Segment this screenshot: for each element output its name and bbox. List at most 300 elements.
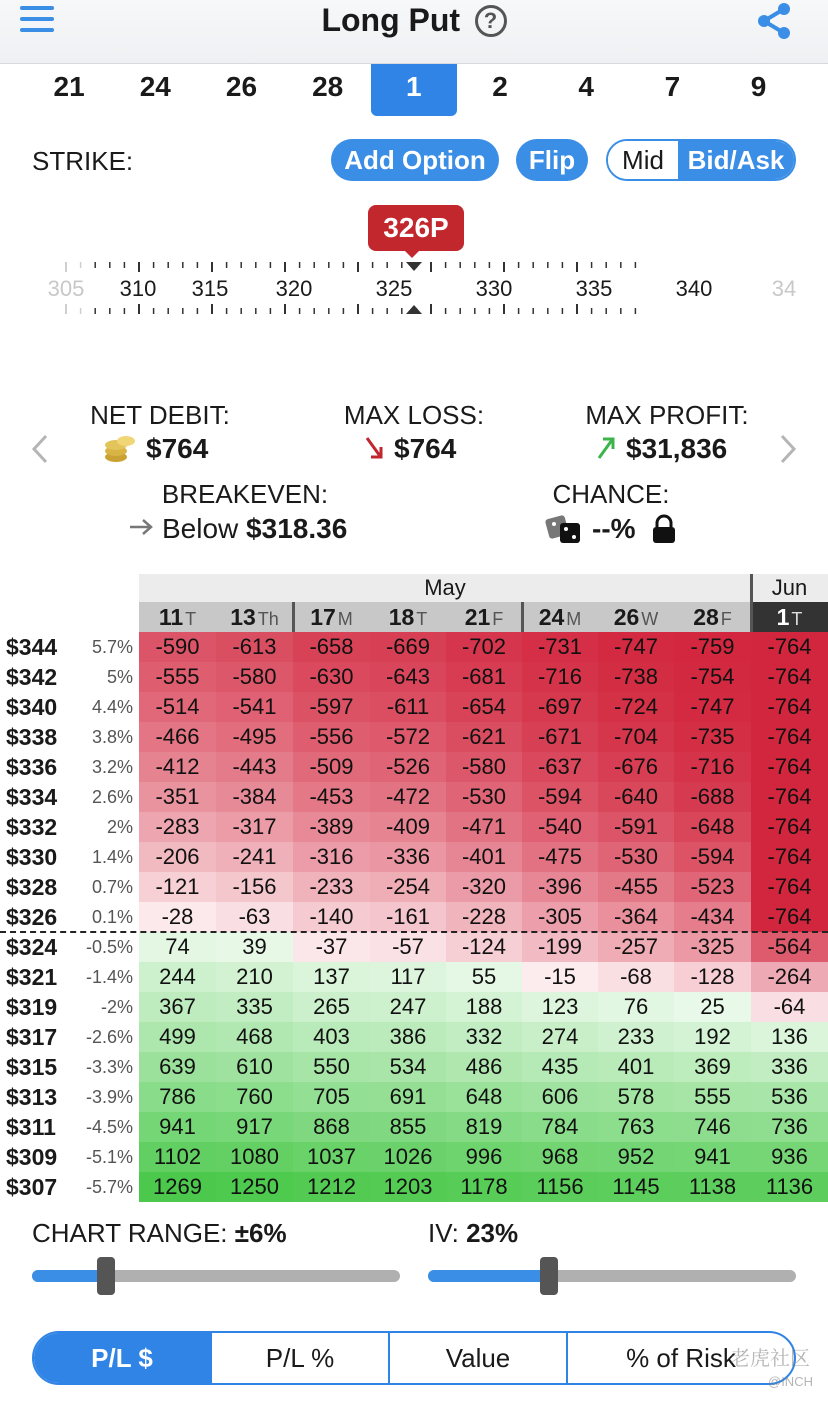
pl-cell[interactable]: -283 <box>139 812 216 842</box>
pl-cell[interactable]: -704 <box>598 722 674 752</box>
pl-cell[interactable]: -325 <box>674 932 751 962</box>
pl-cell[interactable]: 1138 <box>674 1172 751 1202</box>
pl-cell[interactable]: 1212 <box>293 1172 370 1202</box>
date-tab-21[interactable]: 21 <box>53 71 85 102</box>
pl-cell[interactable]: -764 <box>751 812 828 842</box>
row-percent: 2% <box>106 817 133 837</box>
pl-cell[interactable]: 336 <box>751 1052 828 1082</box>
pl-cell[interactable]: -654 <box>446 692 522 722</box>
row-percent: -0.5% <box>85 937 133 957</box>
row-price: $324 <box>6 934 58 960</box>
help-icon[interactable]: ? <box>475 5 507 37</box>
pl-cell[interactable]: -206 <box>139 842 216 872</box>
pl-cell[interactable]: -320 <box>446 872 522 902</box>
ruler-label: 310 <box>119 276 157 301</box>
price-row-header <box>0 1052 139 1082</box>
pl-cell[interactable]: -613 <box>216 632 293 662</box>
pl-cell[interactable]: 996 <box>446 1142 522 1172</box>
pl-cell[interactable]: -37 <box>293 932 370 962</box>
pl-cell[interactable]: -735 <box>674 722 751 752</box>
iv-label-text: IV: <box>428 1218 459 1248</box>
pl-cell[interactable]: 401 <box>598 1052 674 1082</box>
pl-cell[interactable]: 499 <box>139 1022 216 1052</box>
pl-cell[interactable]: -140 <box>293 902 370 932</box>
date-tab-4[interactable]: 4 <box>578 71 594 102</box>
pl-cell[interactable]: 435 <box>522 1052 598 1082</box>
pl-cell[interactable]: 952 <box>598 1142 674 1172</box>
pl-cell[interactable]: -384 <box>216 782 293 812</box>
share-icon[interactable] <box>756 2 792 40</box>
pl-cell[interactable]: -409 <box>370 812 446 842</box>
row-price: $342 <box>6 664 58 690</box>
pl-cell[interactable]: -681 <box>446 662 522 692</box>
row-percent: -5.1% <box>85 1147 133 1167</box>
pl-cell[interactable]: 936 <box>751 1142 828 1172</box>
pl-cell[interactable]: 74 <box>139 932 216 962</box>
arrow-up-right-icon <box>596 434 618 462</box>
pl-cell[interactable]: 1203 <box>370 1172 446 1202</box>
day-number: 24 <box>538 604 565 630</box>
pl-cell[interactable]: -724 <box>598 692 674 722</box>
pl-cell[interactable]: -590 <box>139 632 216 662</box>
price-row-header <box>0 962 139 992</box>
week-separator <box>750 574 753 632</box>
tab-p-l[interactable]: P/L % <box>210 1333 388 1383</box>
tab-p-l[interactable]: P/L $ <box>34 1333 210 1383</box>
row-price: $321 <box>6 964 58 990</box>
pl-cell[interactable]: 233 <box>598 1022 674 1052</box>
iv-label <box>428 1218 518 1249</box>
day-number: 17 <box>310 604 336 630</box>
pl-cell[interactable]: -472 <box>370 782 446 812</box>
pl-cell[interactable]: -305 <box>522 902 598 932</box>
row-price: $317 <box>6 1024 58 1050</box>
row-percent: 3.8% <box>91 727 133 747</box>
pl-cell[interactable]: -716 <box>522 662 598 692</box>
price-row-header <box>0 752 139 782</box>
day-header <box>293 602 370 632</box>
pl-cell[interactable]: 1080 <box>216 1142 293 1172</box>
day-of-week: T <box>185 609 197 629</box>
pl-cell[interactable]: -389 <box>293 812 370 842</box>
pl-cell[interactable]: -68 <box>598 962 674 992</box>
pl-cell[interactable]: -495 <box>216 722 293 752</box>
pl-cell[interactable]: 247 <box>370 992 446 1022</box>
pl-cell[interactable]: -621 <box>446 722 522 752</box>
pl-cell[interactable]: 1136 <box>751 1172 828 1202</box>
day-header <box>216 602 293 632</box>
pl-cell[interactable]: 55 <box>446 962 522 992</box>
pl-cell[interactable]: -747 <box>598 632 674 662</box>
pl-cell[interactable]: 784 <box>522 1112 598 1142</box>
row-price: $326 <box>6 904 58 930</box>
price-row-header <box>0 842 139 872</box>
page-title: Long Put <box>321 2 461 38</box>
pl-cell[interactable]: 1026 <box>370 1142 446 1172</box>
pl-cell[interactable]: 606 <box>522 1082 598 1112</box>
pl-cell[interactable]: 763 <box>598 1112 674 1142</box>
net-debit-value: $764 <box>146 433 209 464</box>
dice-icon <box>544 514 582 544</box>
date-tab-26[interactable]: 26 <box>225 71 258 102</box>
price-row-header <box>0 992 139 1022</box>
pl-cell[interactable]: -764 <box>751 662 828 692</box>
pl-cell[interactable]: 736 <box>751 1112 828 1142</box>
pl-cell[interactable]: 367 <box>139 992 216 1022</box>
pl-cell[interactable]: -15 <box>522 962 598 992</box>
day-number: 13 <box>230 604 256 630</box>
pl-cell[interactable]: 188 <box>446 992 522 1022</box>
chart-range-value: ±6% <box>234 1218 287 1248</box>
pl-cell[interactable]: -57 <box>370 932 446 962</box>
pl-cell[interactable]: 536 <box>751 1082 828 1112</box>
month-label: Jun <box>771 575 808 600</box>
pl-cell[interactable]: -564 <box>751 932 828 962</box>
row-price: $336 <box>6 754 58 780</box>
expiration-date-tabs <box>26 64 802 116</box>
pl-cell[interactable]: 369 <box>674 1052 751 1082</box>
price-row-header <box>0 722 139 752</box>
chance-value: --% <box>592 513 636 544</box>
pl-cell[interactable]: -688 <box>674 782 751 812</box>
pl-cell[interactable]: -764 <box>751 902 828 932</box>
pl-cell[interactable]: -671 <box>522 722 598 752</box>
current-price-separator <box>0 931 828 933</box>
pl-cell[interactable]: -630 <box>293 662 370 692</box>
pl-cell[interactable]: -764 <box>751 782 828 812</box>
pl-cell[interactable]: -509 <box>293 752 370 782</box>
pl-cell[interactable]: -572 <box>370 722 446 752</box>
pl-cell[interactable]: -597 <box>293 692 370 722</box>
watermark: 老虎社区 <box>730 1348 810 1370</box>
pl-cell[interactable]: 1102 <box>139 1142 216 1172</box>
pl-cell[interactable]: -514 <box>139 692 216 722</box>
pl-cell[interactable]: -233 <box>293 872 370 902</box>
flip-button[interactable]: Flip <box>516 139 588 181</box>
pl-cell[interactable]: 244 <box>139 962 216 992</box>
pl-cell[interactable]: 691 <box>370 1082 446 1112</box>
chevron-right-icon[interactable] <box>778 432 798 466</box>
day-header <box>446 602 522 632</box>
pl-cell[interactable]: -264 <box>751 962 828 992</box>
pl-cell[interactable]: 746 <box>674 1112 751 1142</box>
pl-cell[interactable]: 1156 <box>522 1172 598 1202</box>
pl-cell[interactable]: -401 <box>446 842 522 872</box>
row-percent: 1.4% <box>91 847 133 867</box>
pl-cell[interactable]: 868 <box>293 1112 370 1142</box>
pl-cell[interactable]: -475 <box>522 842 598 872</box>
pl-cell[interactable]: 917 <box>216 1112 293 1142</box>
chart-range-thumb[interactable] <box>97 1257 115 1295</box>
pl-cell[interactable]: 1037 <box>293 1142 370 1172</box>
pl-cell[interactable]: -412 <box>139 752 216 782</box>
pl-cell[interactable]: 534 <box>370 1052 446 1082</box>
title-wrap <box>0 2 828 39</box>
ruler-label: 305 <box>47 276 85 301</box>
row-percent: -3.9% <box>85 1087 133 1107</box>
pl-cell[interactable]: -580 <box>446 752 522 782</box>
pl-cell[interactable]: -257 <box>598 932 674 962</box>
day-of-week: W <box>641 609 659 629</box>
pl-cell[interactable]: -241 <box>216 842 293 872</box>
pl-cell[interactable]: 639 <box>139 1052 216 1082</box>
day-number: 26 <box>613 604 640 630</box>
pl-cell[interactable]: 274 <box>522 1022 598 1052</box>
pl-cell[interactable]: -199 <box>522 932 598 962</box>
breakeven-label: BREAKEVEN: <box>161 479 329 509</box>
week-separator <box>521 602 524 632</box>
pl-cell[interactable]: 968 <box>522 1142 598 1172</box>
date-tab-1[interactable]: 1 <box>371 64 457 116</box>
add-option-button[interactable]: Add Option <box>331 139 499 181</box>
pl-cell[interactable]: -747 <box>674 692 751 722</box>
pl-cell[interactable]: -594 <box>674 842 751 872</box>
pl-cell[interactable]: -121 <box>139 872 216 902</box>
row-price: $309 <box>6 1144 58 1170</box>
pl-cell[interactable]: 332 <box>446 1022 522 1052</box>
row-percent: 5% <box>106 667 133 687</box>
pl-cell[interactable]: -738 <box>598 662 674 692</box>
row-percent: 0.7% <box>91 877 133 897</box>
pl-cell[interactable]: -443 <box>216 752 293 782</box>
mid-option[interactable]: Mid <box>608 141 678 179</box>
pl-cell[interactable]: -611 <box>370 692 446 722</box>
chart-range-label <box>32 1218 287 1249</box>
pl-cell[interactable]: 1250 <box>216 1172 293 1202</box>
pl-cell[interactable]: -161 <box>370 902 446 932</box>
price-row-header <box>0 932 139 962</box>
pl-cell[interactable]: -336 <box>370 842 446 872</box>
day-of-week: T <box>791 609 803 629</box>
chart-range-slider[interactable] <box>32 1270 400 1282</box>
max-profit-value: $31,836 <box>626 433 728 464</box>
day-number: 11 <box>158 604 184 630</box>
pl-cell[interactable]: 39 <box>216 932 293 962</box>
pl-cell[interactable]: -466 <box>139 722 216 752</box>
week-separator <box>292 602 295 632</box>
ruler-label: 325 <box>375 276 413 301</box>
price-row-header <box>0 902 139 932</box>
pl-cell[interactable]: -128 <box>674 962 751 992</box>
row-percent: 2.6% <box>91 787 133 807</box>
pl-cell[interactable]: -658 <box>293 632 370 662</box>
strike-badge[interactable]: 326P <box>368 205 464 251</box>
pl-cell[interactable]: 265 <box>293 992 370 1022</box>
pl-cell[interactable]: 386 <box>370 1022 446 1052</box>
pl-cell[interactable]: -716 <box>674 752 751 782</box>
pl-cell[interactable]: 941 <box>674 1142 751 1172</box>
coins-icon <box>104 433 136 463</box>
pl-cell[interactable]: 192 <box>674 1022 751 1052</box>
pl-cell[interactable]: 1178 <box>446 1172 522 1202</box>
lock-icon[interactable] <box>651 514 677 544</box>
pl-cell[interactable]: -648 <box>674 812 751 842</box>
date-tab-2[interactable]: 2 <box>492 71 508 102</box>
pl-cell[interactable]: -455 <box>598 872 674 902</box>
row-percent: -5.7% <box>85 1177 133 1197</box>
pl-cell[interactable]: 468 <box>216 1022 293 1052</box>
max-profit-label: MAX PROFIT: <box>585 400 749 430</box>
strike-marker-top <box>406 262 422 271</box>
row-price: $315 <box>6 1054 58 1080</box>
pl-cell[interactable]: -64 <box>751 992 828 1022</box>
row-price: $334 <box>6 784 58 810</box>
row-price: $338 <box>6 724 58 750</box>
pl-cell[interactable]: -434 <box>674 902 751 932</box>
pl-cell[interactable]: -228 <box>446 902 522 932</box>
pl-cell[interactable]: 610 <box>216 1052 293 1082</box>
day-of-week: T <box>416 609 428 629</box>
pl-cell[interactable]: 786 <box>139 1082 216 1112</box>
row-price: $311 <box>6 1114 56 1140</box>
pl-cell[interactable]: -643 <box>370 662 446 692</box>
pl-cell[interactable]: -580 <box>216 662 293 692</box>
price-row-header <box>0 692 139 722</box>
pl-cell[interactable]: -637 <box>522 752 598 782</box>
row-percent: 3.2% <box>91 757 133 777</box>
day-header <box>139 602 216 632</box>
date-tab-7[interactable]: 7 <box>664 71 681 102</box>
pl-cell[interactable]: 25 <box>674 992 751 1022</box>
pl-cell[interactable]: -556 <box>293 722 370 752</box>
row-price: $344 <box>6 634 58 660</box>
pl-cell[interactable]: 819 <box>446 1112 522 1142</box>
row-price: $340 <box>6 694 58 720</box>
net-debit-label: NET DEBIT: <box>90 400 230 430</box>
pl-cell[interactable]: -764 <box>751 692 828 722</box>
pl-cell[interactable]: -63 <box>216 902 293 932</box>
row-percent: -2% <box>100 997 133 1017</box>
day-number: 18 <box>388 604 415 630</box>
ruler-label: 34 <box>771 276 797 301</box>
pl-cell[interactable]: -759 <box>674 632 751 662</box>
pl-cell[interactable]: -156 <box>216 872 293 902</box>
price-row-header <box>0 1142 139 1172</box>
day-header <box>751 602 828 632</box>
breakeven-text: Below $318.36 <box>162 513 348 544</box>
month-label: May <box>424 575 466 600</box>
pl-cell[interactable]: -254 <box>370 872 446 902</box>
breakeven-value <box>162 513 347 545</box>
max-loss-label: MAX LOSS: <box>343 400 485 430</box>
pl-cell[interactable]: -523 <box>674 872 751 902</box>
day-header <box>674 602 751 632</box>
row-price: $330 <box>6 844 58 870</box>
pl-cell[interactable]: -764 <box>751 752 828 782</box>
pl-cell[interactable]: 578 <box>598 1082 674 1112</box>
pl-cell[interactable]: -316 <box>293 842 370 872</box>
pl-cell[interactable]: -540 <box>522 812 598 842</box>
pl-cell[interactable]: 1269 <box>139 1172 216 1202</box>
pl-cell[interactable]: -453 <box>293 782 370 812</box>
pl-cell[interactable]: 555 <box>674 1082 751 1112</box>
pl-cell[interactable]: -764 <box>751 722 828 752</box>
pl-cell[interactable]: 136 <box>751 1022 828 1052</box>
pl-cell[interactable]: 1145 <box>598 1172 674 1202</box>
display-mode-tabs <box>32 1331 796 1385</box>
pl-cell[interactable]: -764 <box>751 842 828 872</box>
day-of-week: F <box>720 609 732 629</box>
pl-cell[interactable]: -530 <box>446 782 522 812</box>
pl-cell[interactable]: -28 <box>139 902 216 932</box>
pl-cell[interactable]: 123 <box>522 992 598 1022</box>
arrow-right-icon <box>128 517 154 537</box>
pl-cell[interactable]: 550 <box>293 1052 370 1082</box>
price-row-header <box>0 1082 139 1112</box>
pl-cell[interactable]: -317 <box>216 812 293 842</box>
price-row-header <box>0 872 139 902</box>
ruler-label: 315 <box>191 276 229 301</box>
price-row-header <box>0 1172 139 1202</box>
pl-cell[interactable]: 486 <box>446 1052 522 1082</box>
pl-cell[interactable]: 403 <box>293 1022 370 1052</box>
pl-cell[interactable]: -764 <box>751 872 828 902</box>
row-percent: 4.4% <box>91 697 133 717</box>
pl-cell[interactable]: 210 <box>216 962 293 992</box>
pl-cell[interactable]: -594 <box>522 782 598 812</box>
pl-cell[interactable]: -676 <box>598 752 674 782</box>
pl-cell[interactable]: -697 <box>522 692 598 722</box>
pl-cell[interactable]: -640 <box>598 782 674 812</box>
pl-cell[interactable]: 335 <box>216 992 293 1022</box>
day-of-week: Th <box>257 609 279 629</box>
pl-cell[interactable]: -351 <box>139 782 216 812</box>
pl-cell[interactable]: -124 <box>446 932 522 962</box>
pl-cell[interactable]: 648 <box>446 1082 522 1112</box>
pl-cell[interactable]: -530 <box>598 842 674 872</box>
pl-cell[interactable]: -754 <box>674 662 751 692</box>
pl-cell[interactable]: -669 <box>370 632 446 662</box>
pl-cell[interactable]: -702 <box>446 632 522 662</box>
date-tab-28[interactable]: 28 <box>312 71 344 102</box>
iv-slider[interactable] <box>428 1270 796 1282</box>
iv-thumb[interactable] <box>540 1257 558 1295</box>
chance-label: CHANCE: <box>552 479 670 509</box>
pl-cell[interactable]: 760 <box>216 1082 293 1112</box>
row-price: $328 <box>6 874 58 900</box>
pl-cell[interactable]: -591 <box>598 812 674 842</box>
row-price: $319 <box>6 994 58 1020</box>
pl-cell[interactable]: -731 <box>522 632 598 662</box>
pl-cell[interactable]: -396 <box>522 872 598 902</box>
date-tab-9[interactable]: 9 <box>750 71 767 102</box>
row-percent: -3.3% <box>85 1057 133 1077</box>
pl-cell[interactable]: -555 <box>139 662 216 692</box>
day-number: 21 <box>464 604 491 630</box>
pl-cell[interactable]: 855 <box>370 1112 446 1142</box>
chevron-left-icon[interactable] <box>30 432 50 466</box>
pl-cell[interactable]: -526 <box>370 752 446 782</box>
bid-ask-option[interactable]: Bid/Ask <box>678 141 794 179</box>
arrow-down-right-icon <box>364 434 386 462</box>
pl-cell[interactable]: 76 <box>598 992 674 1022</box>
ruler-label: 335 <box>575 276 613 301</box>
row-price: $307 <box>6 1174 58 1200</box>
pl-cell[interactable]: 117 <box>370 962 446 992</box>
pl-cell[interactable]: 137 <box>293 962 370 992</box>
pl-cell[interactable]: 705 <box>293 1082 370 1112</box>
pl-cell[interactable]: -471 <box>446 812 522 842</box>
pl-cell[interactable]: 941 <box>139 1112 216 1142</box>
pl-cell[interactable]: -764 <box>751 632 828 662</box>
tab--of-risk[interactable]: % of Risk <box>566 1333 794 1383</box>
price-row-header <box>0 1112 139 1142</box>
pl-cell[interactable]: -541 <box>216 692 293 722</box>
pl-cell[interactable]: -364 <box>598 902 674 932</box>
date-tab-24[interactable]: 24 <box>139 71 171 102</box>
tab-value[interactable]: Value <box>388 1333 566 1383</box>
iv-value: 23% <box>466 1218 519 1248</box>
